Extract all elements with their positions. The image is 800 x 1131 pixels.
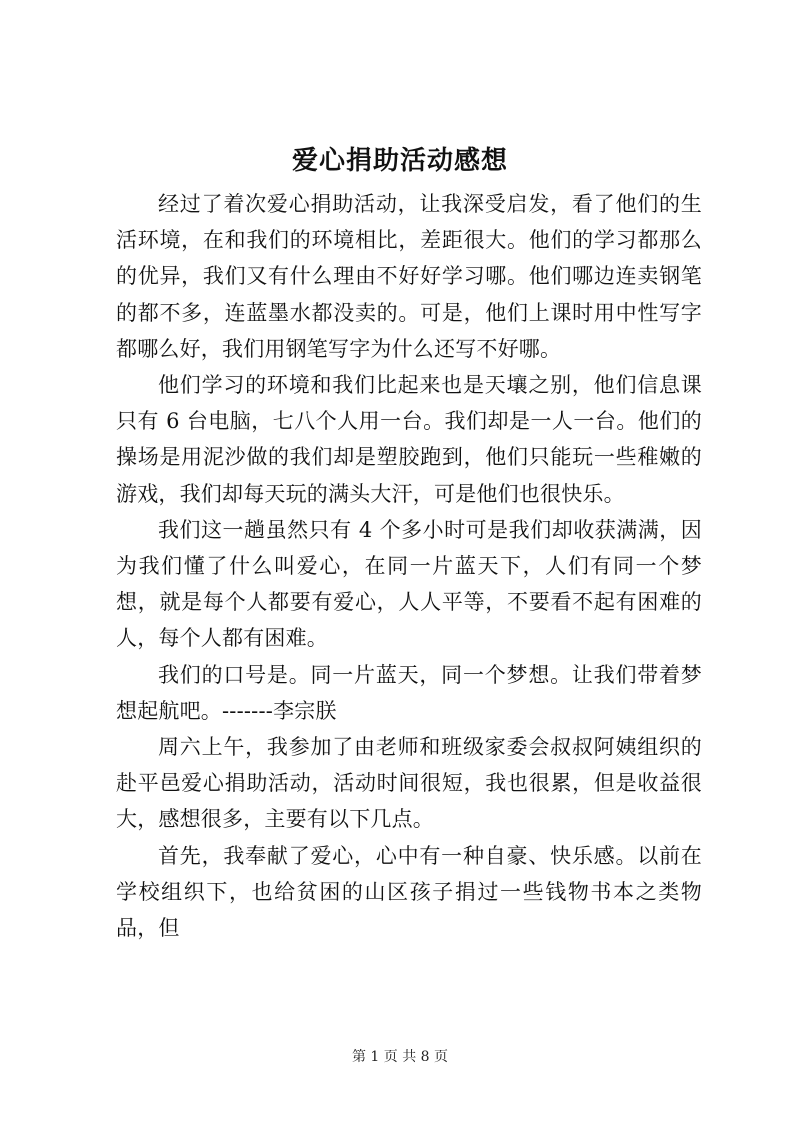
- paragraph: 首先，我奉献了爱心，心中有一种自豪、快乐感。以前在学校组织下，也给贫困的山区孩子捐过一些钱物书本之类物品，但: [116, 843, 702, 941]
- paragraph: 我们的口号是。同一片蓝天，同一个梦想。让我们带着梦想起航吧。-------李宗朕: [116, 662, 702, 723]
- paragraph: 我们这一趟虽然只有 4 个多小时可是我们却收获满满，因为我们懂了什么叫爱心，在同一片蓝天下，人们有同一个梦想，就是每个人都要有爱心，人人平等，不要看不起有困难的人，每个人都有困难。: [116, 517, 702, 651]
- document-body: [116, 186, 702, 946]
- paragraph: 经过了着次爱心捐助活动，让我深受启发，看了他们的生活环境，在和我们的环境相比，差距很大。他们的学习都那么的优异，我们又有什么理由不好好学习哪。他们哪边连卖钢笔的都不多，连蓝墨水都没卖的。可是，他们上课时用中性写字都哪么好，我们用钢笔写字为什么还写不好哪。: [116, 192, 702, 361]
- paragraph: 他们学习的环境和我们比起来也是天壤之别，他们信息课只有 6 台电脑，七八个人用一台。我们却是一人一台。他们的操场是用泥沙做的我们却是塑胶跑到，他们只能玩一些稚嫩的游戏，我们却每天玩的满头大汗，可是他们也很快乐。: [116, 373, 702, 506]
- paragraph: 周六上午，我参加了由老师和班级家委会叔叔阿姨组织的赴平邑爱心捐助活动，活动时间很短，我也很累，但是收益很大，感想很多，主要有以下几点。: [116, 735, 702, 832]
- page-footer: 第 1 页 共 8 页: [351, 1049, 449, 1065]
- document-title: 爱心捐助活动感想: [291, 146, 508, 176]
